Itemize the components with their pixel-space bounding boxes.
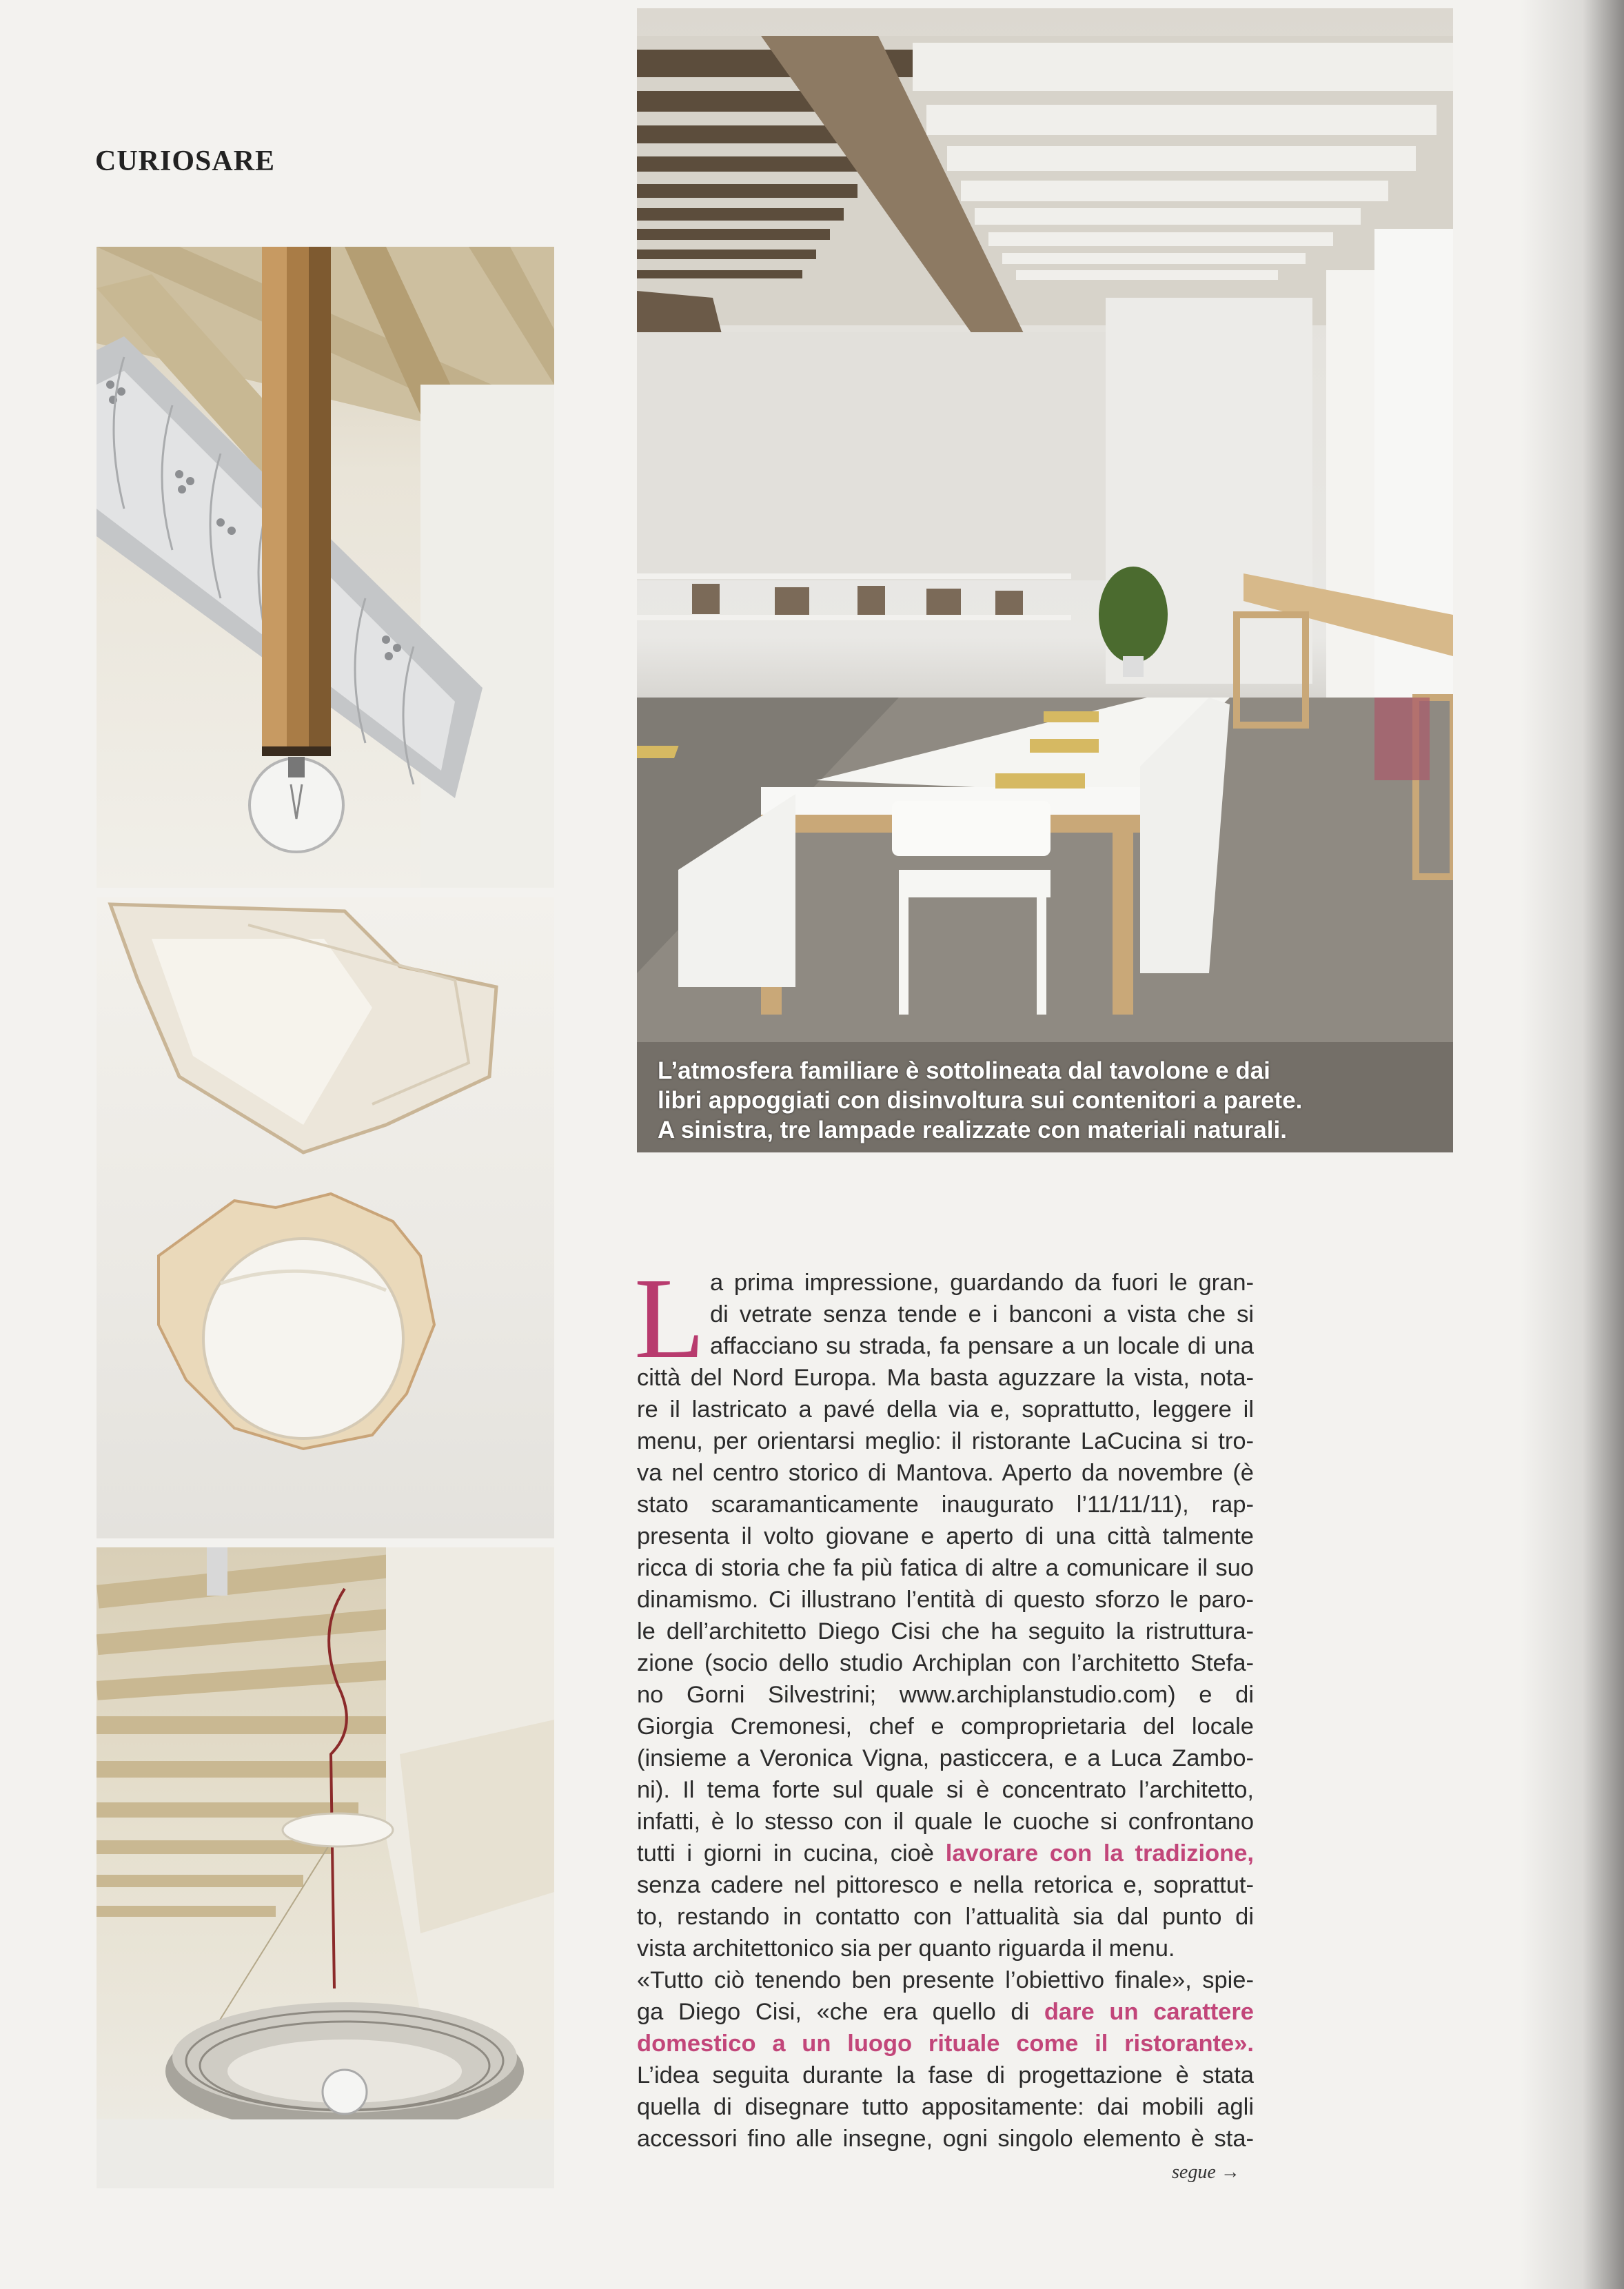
text-segment: senza cadere nel pittoresco e nella retorica e, soprattut- xyxy=(637,1872,1254,1898)
photo-caption xyxy=(658,1056,1437,1145)
section-label: CURIOSARE xyxy=(95,145,276,177)
text-segment: to, restando in contatto con l’attualità sia dal punto di xyxy=(637,1904,1254,1930)
caption-line: L’atmosfera familiare è sottolineata dal tavolone e dai xyxy=(658,1057,1270,1084)
article-line xyxy=(637,1742,1254,1774)
article-line xyxy=(637,1964,1254,1996)
text-segment: affacciano su strada, fa pensare a un locale di una xyxy=(710,1333,1254,1359)
text-segment: presenta il volto giovane e aperto di una città talmente xyxy=(637,1523,1254,1549)
continue-label: segue → xyxy=(1172,2161,1240,2183)
text-segment: stato scaramanticamente inaugurato l’11/11/11), rap- xyxy=(637,1492,1254,1518)
text-segment: L’idea seguita durante la fase di progettazione è stata xyxy=(637,2062,1254,2088)
article-line xyxy=(637,1552,1254,1584)
article-body xyxy=(634,1254,1254,2155)
text-segment: vista architettonico sia per quanto riguarda il menu. xyxy=(637,1935,1175,1962)
article-line xyxy=(637,1584,1254,1616)
text-segment: a prima impressione, guardando da fuori le gran- xyxy=(710,1270,1254,1296)
text-segment: accessori fino alle insegne, ogni singolo elemento è sta- xyxy=(637,2126,1254,2152)
highlighted-text: domestico a un luogo rituale come il ristorante». xyxy=(637,2031,1254,2057)
article-line xyxy=(637,1679,1254,1711)
text-segment: quella di disegnare tutto appositamente: dai mobili agli xyxy=(637,2094,1254,2120)
text-segment: di vetrate senza tende e i banconi a vista che si xyxy=(710,1301,1254,1327)
text-segment: dinamismo. Ci illustrano l’entità di questo sforzo le paro- xyxy=(637,1587,1254,1613)
text-segment: Giorgia Cremonesi, chef e comproprietaria del locale xyxy=(637,1713,1254,1740)
article-line xyxy=(637,1457,1254,1489)
text-segment: ga Diego Cisi, «che era quello di xyxy=(637,1999,1044,2025)
restaurant-interior-photo xyxy=(637,8,1453,1152)
article-line xyxy=(637,1806,1254,1838)
article-line xyxy=(637,2059,1254,2091)
text-segment: no Gorni Silvestrini; www.archiplanstudio.com) e di xyxy=(637,1682,1254,1708)
ring-lamp-photo xyxy=(97,1547,554,2188)
article-line xyxy=(637,1520,1254,1552)
article-line xyxy=(637,2123,1254,2155)
article-line xyxy=(637,1711,1254,1742)
article-line xyxy=(637,1933,1254,1964)
text-segment: città del Nord Europa. Ma basta aguzzare la vista, nota- xyxy=(637,1365,1254,1391)
article-lines xyxy=(637,1267,1254,2155)
article-line xyxy=(637,1616,1254,1647)
text-segment: ni). Il tema forte sul quale si è concentrato l’architetto, xyxy=(637,1777,1254,1803)
article-line xyxy=(637,1267,1254,1299)
text-segment: (insieme a Veronica Vigna, pasticcera, e a Luca Zambo- xyxy=(637,1745,1254,1771)
text-segment: ricca di storia che fa più fatica di altre a comunicare il suo xyxy=(637,1555,1254,1581)
caption-line: libri appoggiati con disinvoltura sui contenitori a parete. xyxy=(658,1087,1303,1114)
article-line xyxy=(637,1489,1254,1520)
highlighted-text: lavorare con la tradizione, xyxy=(945,1840,1254,1866)
text-segment: zione (socio dello studio Archiplan con l’architetto Stefa- xyxy=(637,1650,1254,1676)
article-line xyxy=(637,1299,1254,1330)
article-line xyxy=(637,1838,1254,1869)
wooden-pendant-lamp-photo xyxy=(97,247,554,888)
article-line xyxy=(637,1425,1254,1457)
text-segment: le dell’architetto Diego Cisi che ha seguito la ristruttura- xyxy=(637,1618,1254,1645)
article-line xyxy=(637,1362,1254,1394)
text-segment: va nel centro storico di Mantova. Aperto da novembre (è xyxy=(637,1460,1254,1486)
page-binding-shadow xyxy=(1521,0,1624,2289)
article-line xyxy=(637,1996,1254,2028)
article-line xyxy=(637,1330,1254,1362)
text-segment: «Tutto ciò tenendo ben presente l’obiettivo finale», spie- xyxy=(637,1967,1254,1993)
article-line xyxy=(637,1774,1254,1806)
article-line xyxy=(637,1647,1254,1679)
article-line xyxy=(637,2091,1254,2123)
article-line xyxy=(637,2028,1254,2059)
highlighted-text: dare un carattere xyxy=(1044,1999,1254,2025)
text-segment: tutti i giorni in cucina, cioè xyxy=(637,1840,946,1866)
article-line xyxy=(637,1394,1254,1425)
text-segment: re il lastricato a pavé della via e, soprattutto, leggere il xyxy=(637,1396,1254,1423)
article-line xyxy=(637,1869,1254,1901)
drop-cap: L xyxy=(634,1254,705,1383)
text-segment: menu, per orientarsi meglio: il ristorante LaCucina si tro- xyxy=(637,1428,1254,1454)
text-segment: infatti, è lo stesso con il quale le cuoche si confrontano xyxy=(637,1809,1254,1835)
paper-lamps-photo xyxy=(97,897,554,1538)
article-line xyxy=(637,1901,1254,1933)
caption-line: A sinistra, tre lampade realizzate con materiali naturali. xyxy=(658,1117,1287,1143)
